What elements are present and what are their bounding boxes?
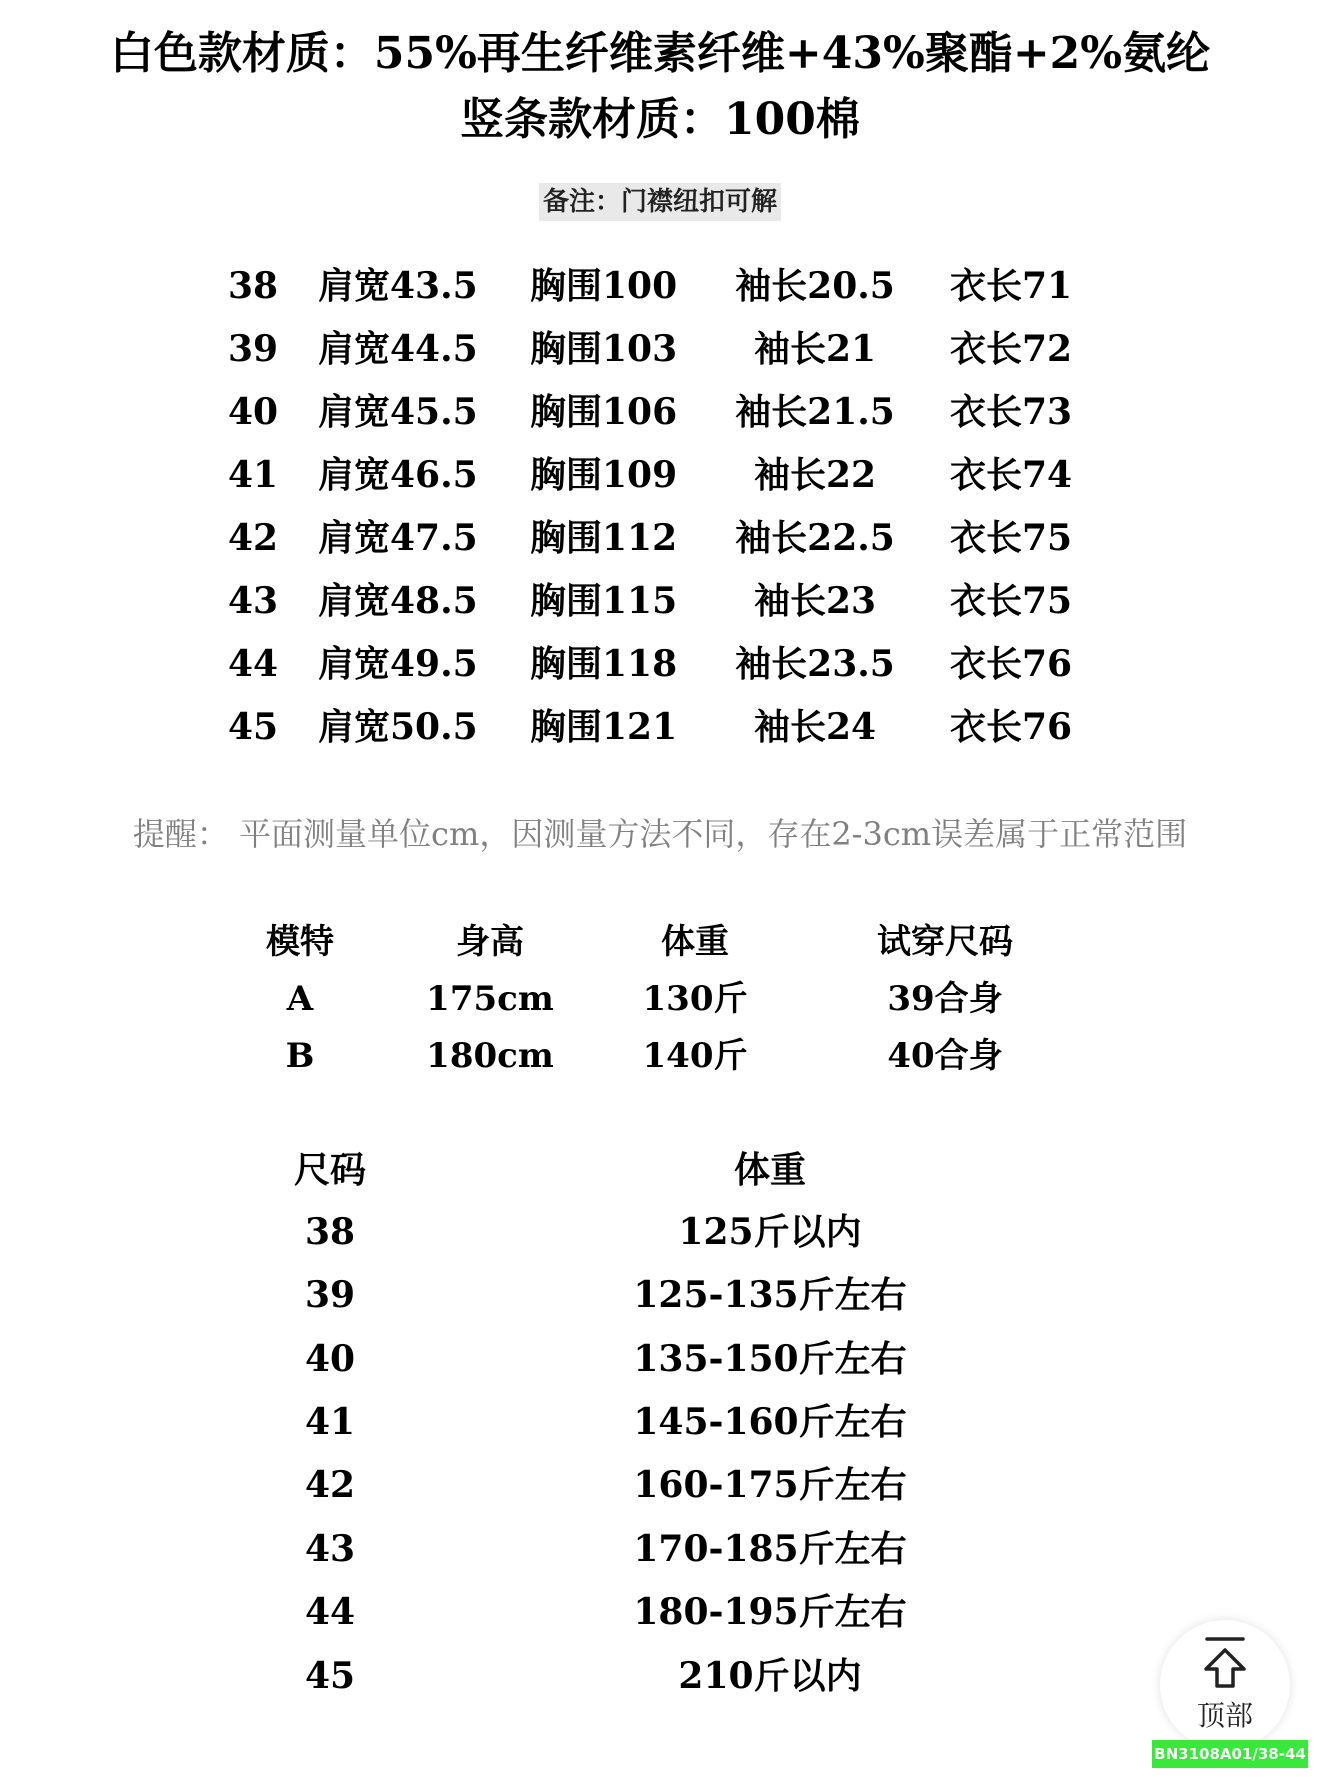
size-cell: 38 (227, 265, 279, 307)
length-cell: 衣长75 (950, 580, 1073, 622)
back-to-top-button[interactable] (1160, 1620, 1290, 1750)
sleeve-cell: 袖长21 (753, 328, 877, 370)
try-size-cell: 39合身 (887, 979, 1003, 1019)
weight-range-cell: 170-185斤左右 (633, 1528, 907, 1570)
measurement-reminder: 提醒： 平面测量单位cm，因测量方法不同，存在2-3cm误差属于正常范围 (132, 815, 1188, 853)
weight-range-cell: 125-135斤左右 (633, 1274, 907, 1316)
chest-cell: 胸围121 (530, 706, 678, 748)
length-cell: 衣长73 (950, 391, 1073, 433)
shoulder-cell: 肩宽45.5 (318, 391, 478, 433)
sku-badge: BN3108A01/38-44 (1152, 1740, 1308, 1768)
length-cell: 衣长76 (950, 643, 1073, 685)
model-cell: B (285, 1036, 315, 1076)
length-cell: 衣长72 (950, 328, 1073, 370)
material-line-white: 白色款材质：55%再生纤维素纤维+43%聚酯+2%氨纶 (109, 28, 1211, 79)
weight-range-cell: 160-175斤左右 (633, 1464, 907, 1506)
header-weight: 体重 (733, 1149, 806, 1191)
shoulder-cell: 肩宽48.5 (318, 580, 478, 622)
size-cell: 38 (304, 1211, 356, 1253)
chest-cell: 胸围106 (530, 391, 678, 433)
length-cell: 衣长75 (950, 517, 1073, 559)
chest-cell: 胸围109 (530, 454, 678, 496)
sleeve-cell: 袖长23 (753, 580, 877, 622)
size-cell: 40 (304, 1338, 356, 1380)
header-height: 身高 (456, 922, 524, 962)
model-cell: A (286, 979, 314, 1019)
shoulder-cell: 肩宽43.5 (318, 265, 478, 307)
size-cell: 43 (227, 580, 279, 622)
shoulder-cell: 肩宽49.5 (318, 643, 478, 685)
size-cell: 41 (227, 454, 279, 496)
note-badge: 备注：门襟纽扣可解 (539, 183, 781, 221)
length-cell: 衣长74 (950, 454, 1073, 496)
sleeve-cell: 袖长22.5 (735, 517, 895, 559)
shoulder-cell: 肩宽47.5 (318, 517, 478, 559)
material-line-stripe: 竖条款材质：100棉 (460, 94, 860, 145)
sleeve-cell: 袖长21.5 (735, 391, 895, 433)
weight-range-cell: 125斤以内 (678, 1211, 862, 1253)
chest-cell: 胸围112 (530, 517, 678, 559)
weight-range-cell: 180-195斤左右 (633, 1591, 907, 1633)
size-cell: 43 (304, 1528, 356, 1570)
weight-range-cell: 135-150斤左右 (633, 1338, 907, 1380)
header-weight: 体重 (661, 922, 729, 962)
size-cell: 40 (227, 391, 279, 433)
size-cell: 39 (227, 328, 279, 370)
size-cell: 44 (304, 1591, 356, 1633)
back-to-top-label: 顶部 (1196, 1699, 1253, 1732)
weight-cell: 140斤 (642, 1036, 748, 1076)
header-try-size: 试穿尺码 (877, 922, 1013, 962)
arrow-up-to-top-icon (1201, 1636, 1249, 1694)
size-cell: 42 (227, 517, 279, 559)
size-cell: 44 (227, 643, 279, 685)
chest-cell: 胸围118 (530, 643, 678, 685)
shoulder-cell: 肩宽50.5 (318, 706, 478, 748)
sleeve-cell: 袖长23.5 (735, 643, 895, 685)
weight-cell: 130斤 (642, 979, 748, 1019)
length-cell: 衣长76 (950, 706, 1073, 748)
header-size: 尺码 (293, 1149, 366, 1191)
size-cell: 42 (304, 1464, 356, 1506)
shoulder-cell: 肩宽44.5 (318, 328, 478, 370)
height-cell: 175cm (426, 979, 554, 1019)
sleeve-cell: 袖长20.5 (735, 265, 895, 307)
sleeve-cell: 袖长22 (753, 454, 877, 496)
chest-cell: 胸围103 (530, 328, 678, 370)
size-cell: 41 (304, 1401, 356, 1443)
chest-cell: 胸围100 (530, 265, 678, 307)
shoulder-cell: 肩宽46.5 (318, 454, 478, 496)
size-cell: 45 (304, 1655, 356, 1697)
length-cell: 衣长71 (950, 265, 1073, 307)
try-size-cell: 40合身 (887, 1036, 1003, 1076)
size-cell: 39 (304, 1274, 356, 1316)
size-cell: 45 (227, 706, 279, 748)
note-wrapper (0, 183, 1320, 221)
height-cell: 180cm (426, 1036, 554, 1076)
sleeve-cell: 袖长24 (753, 706, 877, 748)
weight-range-cell: 145-160斤左右 (633, 1401, 907, 1443)
header-model: 模特 (266, 922, 334, 962)
chest-cell: 胸围115 (530, 580, 678, 622)
weight-range-cell: 210斤以内 (678, 1655, 862, 1697)
